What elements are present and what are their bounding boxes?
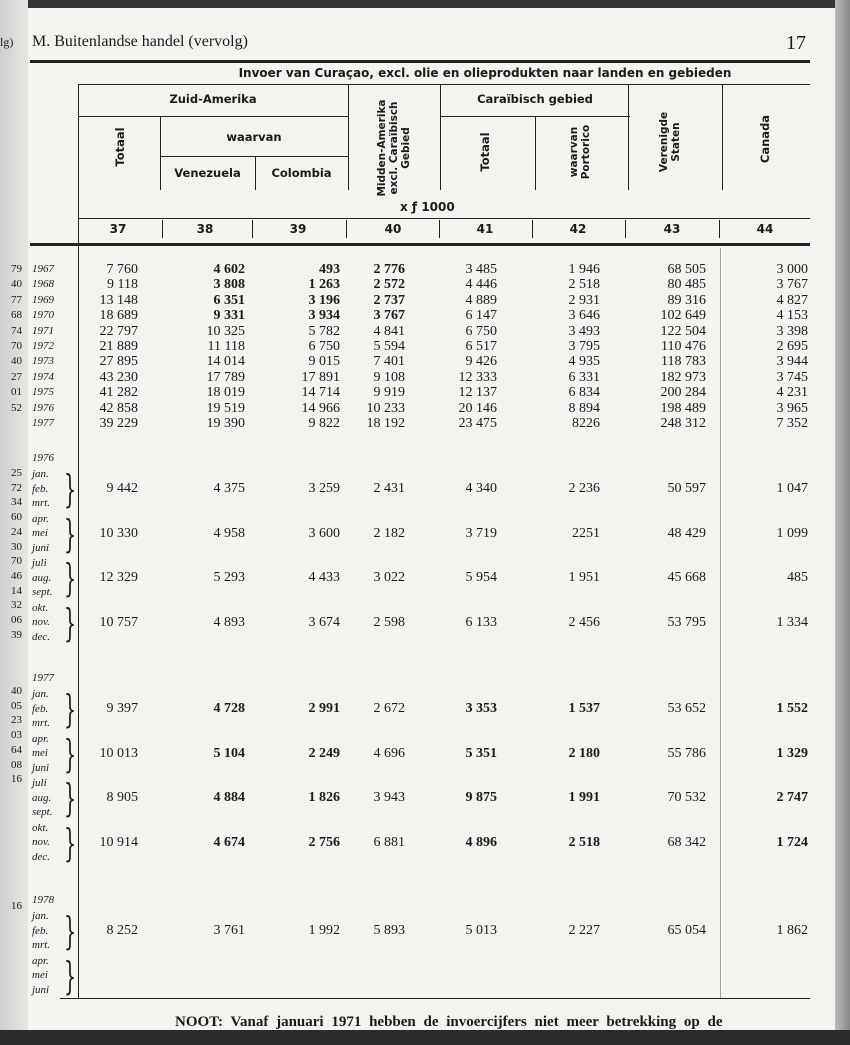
adjacent-page-number: 64: [11, 743, 22, 756]
column-number: 39: [289, 222, 307, 236]
table-cell: 18 192: [366, 416, 405, 431]
table-cell: 9 108: [373, 369, 405, 385]
col-venezuela: Venezuela: [174, 166, 241, 180]
unit-label: x ƒ 1000: [400, 200, 455, 214]
table-cell: 53 652: [667, 701, 706, 716]
column-divider: [346, 220, 347, 238]
adjacent-page-number: 68: [11, 309, 22, 322]
table-cell: 7 401: [373, 354, 405, 370]
month-label: sept.: [32, 806, 53, 818]
month-label: apr.: [32, 732, 49, 745]
table-cell: 2 236: [568, 481, 600, 496]
adjacent-page-fragment: lg): [0, 35, 14, 49]
month-label: aug.: [32, 791, 52, 804]
table-cell: 9 919: [373, 385, 405, 401]
table-cell: 118 783: [661, 354, 706, 370]
table-cell: 3 646: [568, 308, 600, 324]
table-cell: 45 668: [667, 570, 706, 585]
month-label: jan.: [32, 910, 49, 922]
col-canada: Canada: [758, 114, 772, 164]
column-divider: [348, 84, 349, 190]
column-number: 38: [196, 222, 214, 236]
table-cell: 68 342: [667, 834, 706, 850]
row-year: 1976: [32, 401, 54, 414]
adjacent-page-number: 70: [11, 555, 22, 568]
adjacent-page-number: 79: [11, 263, 22, 275]
table-cell: 1 263: [308, 277, 340, 293]
footnote: NOOT: Vanaf januari 1971 hebben de invoercijfers niet meer betrekking op de: [175, 1014, 723, 1030]
adjacent-page-number: 24: [11, 525, 22, 538]
column-number: 44: [756, 222, 774, 236]
table-cell: 2 737: [373, 292, 405, 308]
table-cell: 20 146: [458, 400, 497, 416]
table-cell: 248 312: [660, 416, 706, 431]
month-label: feb.: [32, 702, 49, 715]
column-divider: [160, 116, 161, 190]
month-label: juni: [32, 983, 50, 996]
col-zuid-totaal: Totaal: [113, 127, 127, 167]
table-cell: 2 182: [373, 525, 405, 541]
table-cell: 4 446: [465, 277, 497, 293]
column-divider: [252, 220, 253, 238]
table-cell: 4 728: [213, 701, 245, 716]
table-cell: 53 795: [667, 614, 706, 630]
group-caraibisch: Caraïbisch gebied: [477, 92, 593, 106]
rule: [78, 218, 810, 219]
month-label: mei: [32, 747, 48, 759]
table-cell: 3 485: [465, 262, 497, 277]
adjacent-page-number: 23: [11, 714, 22, 727]
table-title: Invoer van Curaçao, excl. olie en olieprodukten naar landen en gebieden: [238, 66, 732, 80]
row-year: 1967: [32, 263, 54, 275]
table-cell: 10 757: [99, 614, 138, 630]
col-verenigde-staten: Verenigde Staten: [658, 111, 682, 173]
table-cell: 182 973: [660, 369, 706, 385]
table-cell: 2 572: [373, 277, 405, 293]
column-divider: [720, 248, 721, 998]
table-cell: 122 504: [660, 323, 706, 339]
table-cell: 6 147: [465, 308, 497, 324]
table-cell: 41 282: [99, 385, 138, 401]
table-cell: 1 862: [776, 923, 808, 938]
row-year: 1975: [32, 386, 54, 399]
month-label: mei: [32, 969, 48, 981]
waarvan-label: waarvan: [226, 130, 282, 144]
month-label: juni: [32, 541, 50, 554]
table-cell: 14 966: [301, 400, 340, 416]
table-cell: 55 786: [667, 745, 706, 761]
table-cell: 4 696: [373, 745, 405, 761]
row-year: 1977: [32, 417, 54, 429]
column-number: 37: [109, 222, 127, 236]
table-cell: 1 537: [568, 701, 600, 716]
rule: [30, 243, 810, 246]
month-label: juni: [32, 761, 50, 774]
table-cell: 4 340: [465, 481, 497, 496]
group-zuid-amerika: Zuid-Amerika: [169, 92, 257, 106]
month-label: mei: [32, 527, 48, 539]
table-cell: 9 015: [308, 354, 340, 370]
bracket: }: [64, 556, 77, 600]
table-cell: 4 889: [465, 292, 497, 308]
period-year: 1977: [32, 672, 54, 684]
table-cell: 2 456: [568, 614, 600, 630]
adjacent-page-number: 40: [11, 685, 22, 697]
column-divider: [625, 220, 626, 238]
month-label: mrt.: [32, 717, 51, 729]
month-label: sept.: [32, 586, 53, 598]
table-cell: 4 375: [213, 481, 245, 496]
rule: [60, 998, 810, 999]
month-label: aug.: [32, 571, 52, 584]
table-cell: 10 330: [99, 525, 138, 541]
table-cell: 1 552: [776, 701, 808, 716]
table-cell: 2 518: [568, 834, 600, 850]
table-cell: 6 331: [568, 369, 600, 385]
month-label: jan.: [32, 468, 49, 480]
adjacent-page-number: 27: [11, 370, 22, 383]
table-cell: 1 991: [568, 790, 600, 805]
col-colombia: Colombia: [271, 166, 332, 180]
table-cell: 2 598: [373, 614, 405, 630]
table-cell: 2 249: [308, 745, 340, 761]
table-cell: 6 881: [373, 834, 405, 850]
table-cell: 110 476: [661, 339, 706, 354]
table-cell: 39 229: [99, 416, 138, 431]
col-midden-amerika: Midden-Amerika excl. Caraïbisch Gebied: [376, 99, 412, 197]
adjacent-page-number: 70: [11, 340, 22, 352]
adjacent-page-number: 74: [11, 324, 22, 337]
month-label: feb.: [32, 924, 49, 937]
table-cell: 68 505: [667, 262, 706, 277]
adjacent-page-number: 32: [11, 599, 22, 612]
table-cell: 5 293: [213, 570, 245, 585]
table-cell: 23 475: [458, 416, 497, 431]
month-label: jan.: [32, 688, 49, 700]
table-cell: 18 689: [99, 308, 138, 324]
table-cell: 1 724: [776, 834, 808, 850]
table-cell: 4 153: [776, 308, 808, 324]
table-cell: 3 808: [213, 277, 245, 293]
row-year: 1968: [32, 278, 54, 291]
table-cell: 4 893: [213, 614, 245, 630]
bracket: }: [64, 600, 77, 645]
table-cell: 3 353: [465, 701, 497, 716]
table-cell: 5 013: [465, 923, 497, 938]
table-cell: 1 329: [776, 745, 808, 761]
adjacent-page-number: 08: [11, 758, 22, 771]
table-cell: 102 649: [660, 308, 706, 324]
row-year: 1969: [32, 293, 54, 306]
table-cell: 5 893: [373, 923, 405, 938]
table-cell: 4 884: [213, 790, 245, 805]
table-cell: 70 532: [667, 790, 706, 805]
row-year: 1970: [32, 309, 54, 322]
table-cell: 9 822: [308, 416, 340, 431]
table-cell: 3 600: [308, 525, 340, 541]
page-number: 17: [786, 32, 806, 54]
table-cell: 3 196: [308, 292, 340, 308]
table-cell: 3 398: [776, 323, 808, 339]
column-number: 42: [569, 222, 587, 236]
scan-border-bottom: [0, 1030, 850, 1045]
table-cell: 5 594: [373, 339, 405, 354]
month-label: apr.: [32, 954, 49, 967]
table-cell: 7 760: [106, 262, 138, 277]
section-title: M. Buitenlandse handel (vervolg): [32, 33, 248, 50]
month-label: juli: [32, 777, 47, 789]
month-label: okt.: [32, 601, 49, 614]
month-label: dec.: [32, 850, 51, 863]
table-cell: 2 672: [373, 701, 405, 716]
table-cell: 3 000: [776, 262, 808, 277]
table-cell: 198 489: [660, 400, 706, 416]
month-label: feb.: [32, 482, 49, 495]
period-year: 1978: [32, 894, 54, 906]
table-cell: 9 331: [213, 308, 245, 324]
table-cell: 8226: [572, 416, 600, 431]
adjacent-page-number: 52: [11, 401, 22, 414]
table-cell: 2 180: [568, 745, 600, 761]
table-cell: 3 965: [776, 400, 808, 416]
table-cell: 3 934: [308, 308, 340, 324]
month-label: mrt.: [32, 497, 51, 509]
column-divider: [722, 84, 723, 190]
adjacent-page-number: 77: [11, 293, 22, 306]
table-cell: 4 433: [308, 570, 340, 585]
bracket: }: [64, 467, 77, 511]
table-cell: 5 782: [308, 323, 340, 339]
adjacent-page-number: 06: [11, 614, 22, 626]
table-cell: 4 935: [568, 354, 600, 370]
column-divider: [162, 220, 163, 238]
table-cell: 6 351: [213, 292, 245, 308]
table-cell: 2 431: [373, 481, 405, 496]
table-cell: 11 118: [207, 339, 245, 354]
table-cell: 19 390: [206, 416, 245, 431]
table-cell: 19 519: [206, 400, 245, 416]
table-cell: 17 789: [206, 369, 245, 385]
table-cell: 4 231: [776, 385, 808, 401]
adjacent-page-number: 39: [11, 628, 22, 641]
page-edge: [835, 0, 850, 1030]
month-label: nov.: [32, 616, 50, 628]
adjacent-page-number: 03: [11, 729, 22, 742]
bracket: }: [64, 731, 77, 776]
table-cell: 8 252: [106, 923, 138, 938]
table-cell: 5 351: [465, 745, 497, 761]
table-cell: 4 841: [373, 323, 405, 339]
table-cell: 50 597: [667, 481, 706, 496]
col-carib-totaal: Totaal: [478, 132, 492, 172]
table-cell: 3 943: [373, 790, 405, 805]
table-cell: 14 014: [206, 354, 245, 370]
table-cell: 65 054: [667, 923, 706, 938]
table-cell: 200 284: [660, 385, 706, 401]
row-year: 1972: [32, 340, 54, 352]
adjacent-page-number: 40: [11, 355, 22, 368]
table-cell: 9 875: [465, 790, 497, 805]
adjacent-page-number: 46: [11, 569, 22, 582]
scan-border-top: [0, 0, 850, 8]
table-cell: 9 397: [106, 701, 138, 716]
adjacent-page-number: 05: [11, 699, 22, 712]
table-cell: 3 767: [776, 277, 808, 293]
adjacent-page-number: 30: [11, 540, 22, 553]
table-cell: 8 894: [568, 400, 600, 416]
table-cell: 3 795: [568, 339, 600, 354]
table-cell: 1 099: [776, 525, 808, 541]
table-cell: 21 889: [99, 339, 138, 354]
table-cell: 3 767: [373, 308, 405, 324]
column-number: 41: [476, 222, 494, 236]
column-divider: [532, 220, 533, 238]
table-cell: 2 776: [373, 262, 405, 277]
table-cell: 4 958: [213, 525, 245, 541]
adjacent-page-number: 40: [11, 278, 22, 291]
table-cell: 1 047: [776, 481, 808, 496]
adjacent-page-number: 16: [11, 900, 22, 912]
column-number: 43: [663, 222, 681, 236]
table-cell: 10 013: [99, 745, 138, 761]
rule: [78, 84, 810, 85]
table-cell: 10 233: [366, 400, 405, 416]
table-cell: 3 745: [776, 369, 808, 385]
table-cell: 14 714: [301, 385, 340, 401]
table-cell: 1 992: [308, 923, 340, 938]
table-cell: 2 518: [568, 277, 600, 293]
table-cell: 493: [319, 262, 340, 277]
table-cell: 2 756: [308, 834, 340, 850]
table-cell: 5 104: [213, 745, 245, 761]
bracket: }: [64, 687, 77, 731]
table-cell: 6 517: [465, 339, 497, 354]
table-cell: 9 118: [107, 277, 138, 293]
table-cell: 80 485: [667, 277, 706, 293]
table-cell: 1 334: [776, 614, 808, 630]
rule: [30, 60, 810, 63]
column-divider: [255, 156, 256, 190]
column-divider: [440, 84, 441, 190]
table-cell: 3 719: [465, 525, 497, 541]
column-number: 40: [384, 222, 402, 236]
table-cell: 10 325: [206, 323, 245, 339]
table-cell: 89 316: [667, 292, 706, 308]
column-divider: [439, 220, 440, 238]
table-cell: 6 834: [568, 385, 600, 401]
table-cell: 9 426: [465, 354, 497, 370]
row-year: 1973: [32, 355, 54, 368]
column-divider: [719, 220, 720, 238]
bracket: }: [64, 820, 77, 865]
table-cell: 17 891: [301, 369, 340, 385]
table-cell: 2251: [572, 525, 600, 541]
table-cell: 3 944: [776, 354, 808, 370]
table-cell: 1 951: [568, 570, 600, 585]
table-cell: 2 931: [568, 292, 600, 308]
table-cell: 1 946: [568, 262, 600, 277]
table-cell: 3 493: [568, 323, 600, 339]
table-cell: 485: [787, 570, 808, 585]
adjacent-page-number: 16: [11, 773, 22, 786]
table-cell: 4 827: [776, 292, 808, 308]
bracket: }: [64, 953, 77, 998]
table-cell: 9 442: [106, 481, 138, 496]
bracket: }: [64, 776, 77, 820]
table-cell: 3 022: [373, 570, 405, 585]
table-cell: 1 826: [308, 790, 340, 805]
adjacent-page-number: 60: [11, 511, 22, 524]
table-cell: 4 602: [213, 262, 245, 277]
table-cell: 12 329: [99, 570, 138, 585]
month-label: dec.: [32, 630, 51, 643]
period-year: 1976: [32, 452, 54, 464]
table-cell: 5 954: [465, 570, 497, 585]
column-divider: [628, 84, 629, 190]
adjacent-page-number: 14: [11, 584, 22, 597]
adjacent-page-number: 25: [11, 467, 22, 479]
adjacent-page-number: 34: [11, 496, 22, 509]
table-cell: 6 750: [308, 339, 340, 354]
table-cell: 4 896: [465, 834, 497, 850]
table-cell: 8 905: [106, 790, 138, 805]
table-cell: 2 227: [568, 923, 600, 938]
table-cell: 48 429: [667, 525, 706, 541]
month-label: nov.: [32, 836, 50, 848]
bracket: }: [64, 511, 77, 556]
month-label: mrt.: [32, 939, 51, 951]
month-label: okt.: [32, 821, 49, 834]
adjacent-page-number: 72: [11, 481, 22, 494]
table-cell: 6 133: [465, 614, 497, 630]
rule: [160, 156, 348, 157]
table-cell: 42 858: [99, 400, 138, 416]
table-cell: 2 747: [776, 790, 808, 805]
table-cell: 22 797: [99, 323, 138, 339]
table-cell: 10 914: [99, 834, 138, 850]
table-cell: 7 352: [776, 416, 808, 431]
table-cell: 3 674: [308, 614, 340, 630]
table-cell: 2 695: [776, 339, 808, 354]
month-label: apr.: [32, 512, 49, 525]
table-cell: 27 895: [99, 354, 138, 370]
table-cell: 18 019: [206, 385, 245, 401]
table-cell: 2 991: [308, 701, 340, 716]
table-cell: 12 137: [458, 385, 497, 401]
table-cell: 3 761: [213, 923, 245, 938]
row-year: 1974: [32, 370, 54, 383]
table-cell: 12 333: [458, 369, 497, 385]
adjacent-page-number: 01: [11, 386, 22, 399]
row-year: 1971: [32, 324, 54, 337]
month-label: juli: [32, 557, 47, 569]
table-cell: 43 230: [99, 369, 138, 385]
table-cell: 6 750: [465, 323, 497, 339]
table-cell: 3 259: [308, 481, 340, 496]
table-cell: 13 148: [99, 292, 138, 308]
column-divider: [535, 116, 536, 190]
bracket: }: [64, 909, 77, 953]
col-portorico: waarvan Portorico: [568, 124, 592, 180]
table-cell: 4 674: [213, 834, 245, 850]
